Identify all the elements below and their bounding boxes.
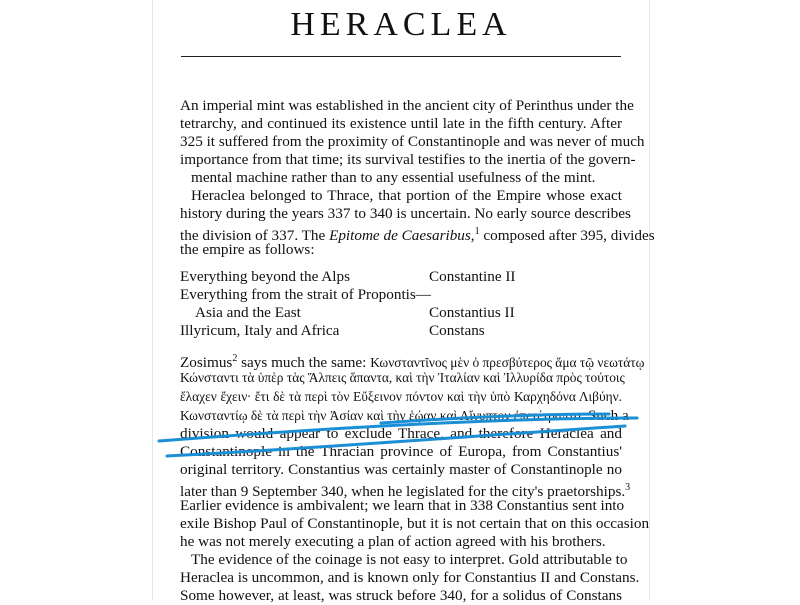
text-line: Earlier evidence is ambivalent; we learn that in 338 Constantius sent into [180, 497, 625, 514]
text-line: Some however, at least, was struck before 340, for a solidus of Constans [180, 587, 622, 604]
text-span: later than 9 September 340, when he legislated for the city's praetorships. [180, 483, 626, 501]
text-span: composed after 395, divides [479, 227, 655, 245]
text-line: mental machine rather than to any essential usefulness of the mint. [191, 169, 596, 186]
division-region: Asia and the East [195, 304, 301, 321]
text-line: Heraclea belonged to Thrace, that portion of the Empire whose exact [191, 187, 622, 204]
division-region: Everything beyond the Alps [180, 268, 350, 285]
text-line: Constantinople in the Thracian province of Europa, from Constantius' [180, 443, 622, 460]
text-line: tetrarchy, and continued its existence until late in the fifth century. After [180, 115, 622, 132]
text-line: history during the years 337 to 340 is uncertain. No early source describes [180, 205, 631, 222]
text-line: division would appear to exclude Thrace, and therefore Heraclea and [180, 425, 622, 442]
footnote-marker: 1 [474, 226, 480, 237]
division-region: Illyricum, Italy and Africa [180, 322, 340, 339]
greek-line: ἔλαχεν ἔχειν· ἔτι δὲ τὰ περὶ τὸν Εὔξεινον πόντον καὶ τὴν ὑπὸ Καρχηδόνα Λιβύην. [180, 389, 622, 404]
book-page [152, 0, 655, 604]
epitome-title: Epitome de Caesaribus, [329, 227, 475, 245]
division-ruler: Constantius II [429, 304, 515, 321]
underline-stroke-3 [167, 426, 625, 456]
text-line: the empire as follows: [180, 241, 315, 258]
division-ruler: Constantine II [429, 268, 516, 285]
division-ruler: Constans [429, 322, 485, 339]
greek-text: Κωνσταντίῳ δὲ τὰ περὶ τὴν Ἀσίαν καὶ τὴν ἑῴαν καὶ Αἴγυπτον ἐπετέτραπτο. [180, 408, 585, 423]
text-line: original territory. Constantius was certainly master of Constantinople no [180, 461, 622, 478]
greek-text: Κωνσταντῖνος μὲν ὁ πρεσβύτερος ἅμα τῷ νεωτάτῳ [370, 355, 645, 371]
division-region: Everything from the strait of Propontis— [180, 286, 431, 303]
text-span: Zosimus [180, 354, 233, 372]
footnote-marker: 3 [625, 482, 631, 493]
text-line: exile Bishop Paul of Constantinople, but it is not certain that on this occasion [180, 515, 650, 532]
text-span: Such a [584, 407, 629, 424]
text-line: Heraclea is uncommon, and is known only for Constantius II and Constans. [180, 569, 640, 586]
footnote-marker: 2 [232, 353, 238, 364]
greek-line: Κώνσταντι τὰ ὑπὲρ τὰς Ἅλπεις ἅπαντα, καὶ τὴν Ἰταλίαν καὶ Ἰλλυρίδα πρὸς τούτοις [180, 370, 625, 385]
text-line: 325 it suffered from the proximity of Constantinople and was never of much [180, 133, 645, 150]
annotation-underline [153, 0, 649, 600]
text-span: the division of 337. The [180, 227, 326, 245]
text-line: An imperial mint was established in the ancient city of Perinthus under the [180, 97, 634, 114]
text-span: says much the same: [237, 354, 367, 372]
page-title: HERACLEA [290, 6, 512, 43]
text-line: importance from that time; its survival testifies to the inertia of the govern- [180, 151, 636, 168]
text-line: The evidence of the coinage is not easy to interpret. Gold attributable to [191, 551, 628, 568]
text-line: he was not merely executing a plan of action agreed with his brothers. [180, 533, 606, 550]
